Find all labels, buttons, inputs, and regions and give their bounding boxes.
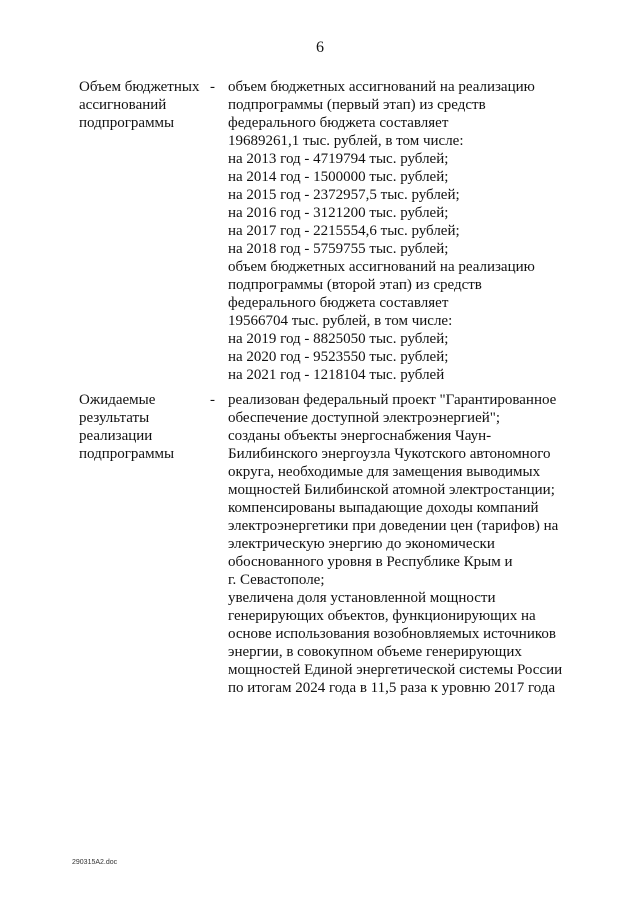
budget-section-content xyxy=(228,78,578,384)
content-line: Билибинского энергоузла Чукотского автономного xyxy=(228,446,551,462)
content-line: на 2021 год - 1218104 тыс. рублей xyxy=(228,367,445,383)
page-number: 6 xyxy=(316,39,324,56)
content-line: электроэнергетики при доведении цен (тарифов) на xyxy=(228,518,559,534)
label-line: ассигнований xyxy=(79,97,167,113)
content-line: обеспечение доступной электроэнергией"; xyxy=(228,410,501,426)
section-dash: - xyxy=(210,392,215,408)
content-line: на 2017 год - 2215554,6 тыс. рублей; xyxy=(228,223,460,239)
content-line: генерирующих объектов, функционирующих на xyxy=(228,608,536,624)
content-line: по итогам 2024 года в 11,5 раза к уровню 2017 года xyxy=(228,680,556,696)
content-line: на 2020 год - 9523550 тыс. рублей; xyxy=(228,349,449,365)
content-line: на 2016 год - 3121200 тыс. рублей; xyxy=(228,205,449,221)
content-line: на 2018 год - 5759755 тыс. рублей; xyxy=(228,241,449,257)
content-line: электрическую энергию до экономически xyxy=(228,536,495,552)
content-line: обоснованного уровня в Республике Крым и xyxy=(228,554,513,570)
label-line: Ожидаемые xyxy=(79,392,156,408)
content-line: 19566704 тыс. рублей, в том числе: xyxy=(228,313,453,329)
label-line: результаты xyxy=(79,410,150,426)
content-line: объем бюджетных ассигнований на реализацию xyxy=(228,259,535,275)
content-line: округа, необходимые для замещения выводимых xyxy=(228,464,541,480)
label-line: подпрограммы xyxy=(79,446,175,462)
content-line: реализован федеральный проект "Гарантированное xyxy=(228,392,557,408)
content-line: мощностей Билибинской атомной электростанции; xyxy=(228,482,555,498)
section-dash: - xyxy=(210,79,215,95)
content-line: на 2013 год - 4719794 тыс. рублей; xyxy=(228,151,449,167)
budget-section-label xyxy=(79,78,209,132)
content-line: на 2019 год - 8825050 тыс. рублей; xyxy=(228,331,449,347)
content-line: мощностей Единой энергетической системы России xyxy=(228,662,563,678)
content-line: объем бюджетных ассигнований на реализацию xyxy=(228,79,535,95)
content-line: г. Севастополе; xyxy=(228,572,325,588)
content-line: созданы объекты энергоснабжения Чаун- xyxy=(228,428,492,444)
content-line: подпрограммы (второй этап) из средств xyxy=(228,277,482,293)
content-line: федерального бюджета составляет xyxy=(228,295,449,311)
content-line: увеличена доля установленной мощности xyxy=(228,590,496,606)
label-line: Объем бюджетных xyxy=(79,79,200,95)
content-line: основе использования возобновляемых источников xyxy=(228,626,556,642)
label-line: реализации xyxy=(79,428,153,444)
content-line: федерального бюджета составляет xyxy=(228,115,449,131)
results-section-content xyxy=(228,391,578,697)
content-line: на 2015 год - 2372957,5 тыс. рублей; xyxy=(228,187,460,203)
label-line: подпрограммы xyxy=(79,115,175,131)
results-section-label xyxy=(79,391,209,463)
content-line: 19689261,1 тыс. рублей, в том числе: xyxy=(228,133,464,149)
content-line: энергии, в совокупном объеме генерирующих xyxy=(228,644,522,660)
document-file-code: 290315A2.doc xyxy=(72,859,118,866)
content-line: подпрограммы (первый этап) из средств xyxy=(228,97,486,113)
content-line: компенсированы выпадающие доходы компаний xyxy=(228,500,539,516)
content-line: на 2014 год - 1500000 тыс. рублей; xyxy=(228,169,449,185)
